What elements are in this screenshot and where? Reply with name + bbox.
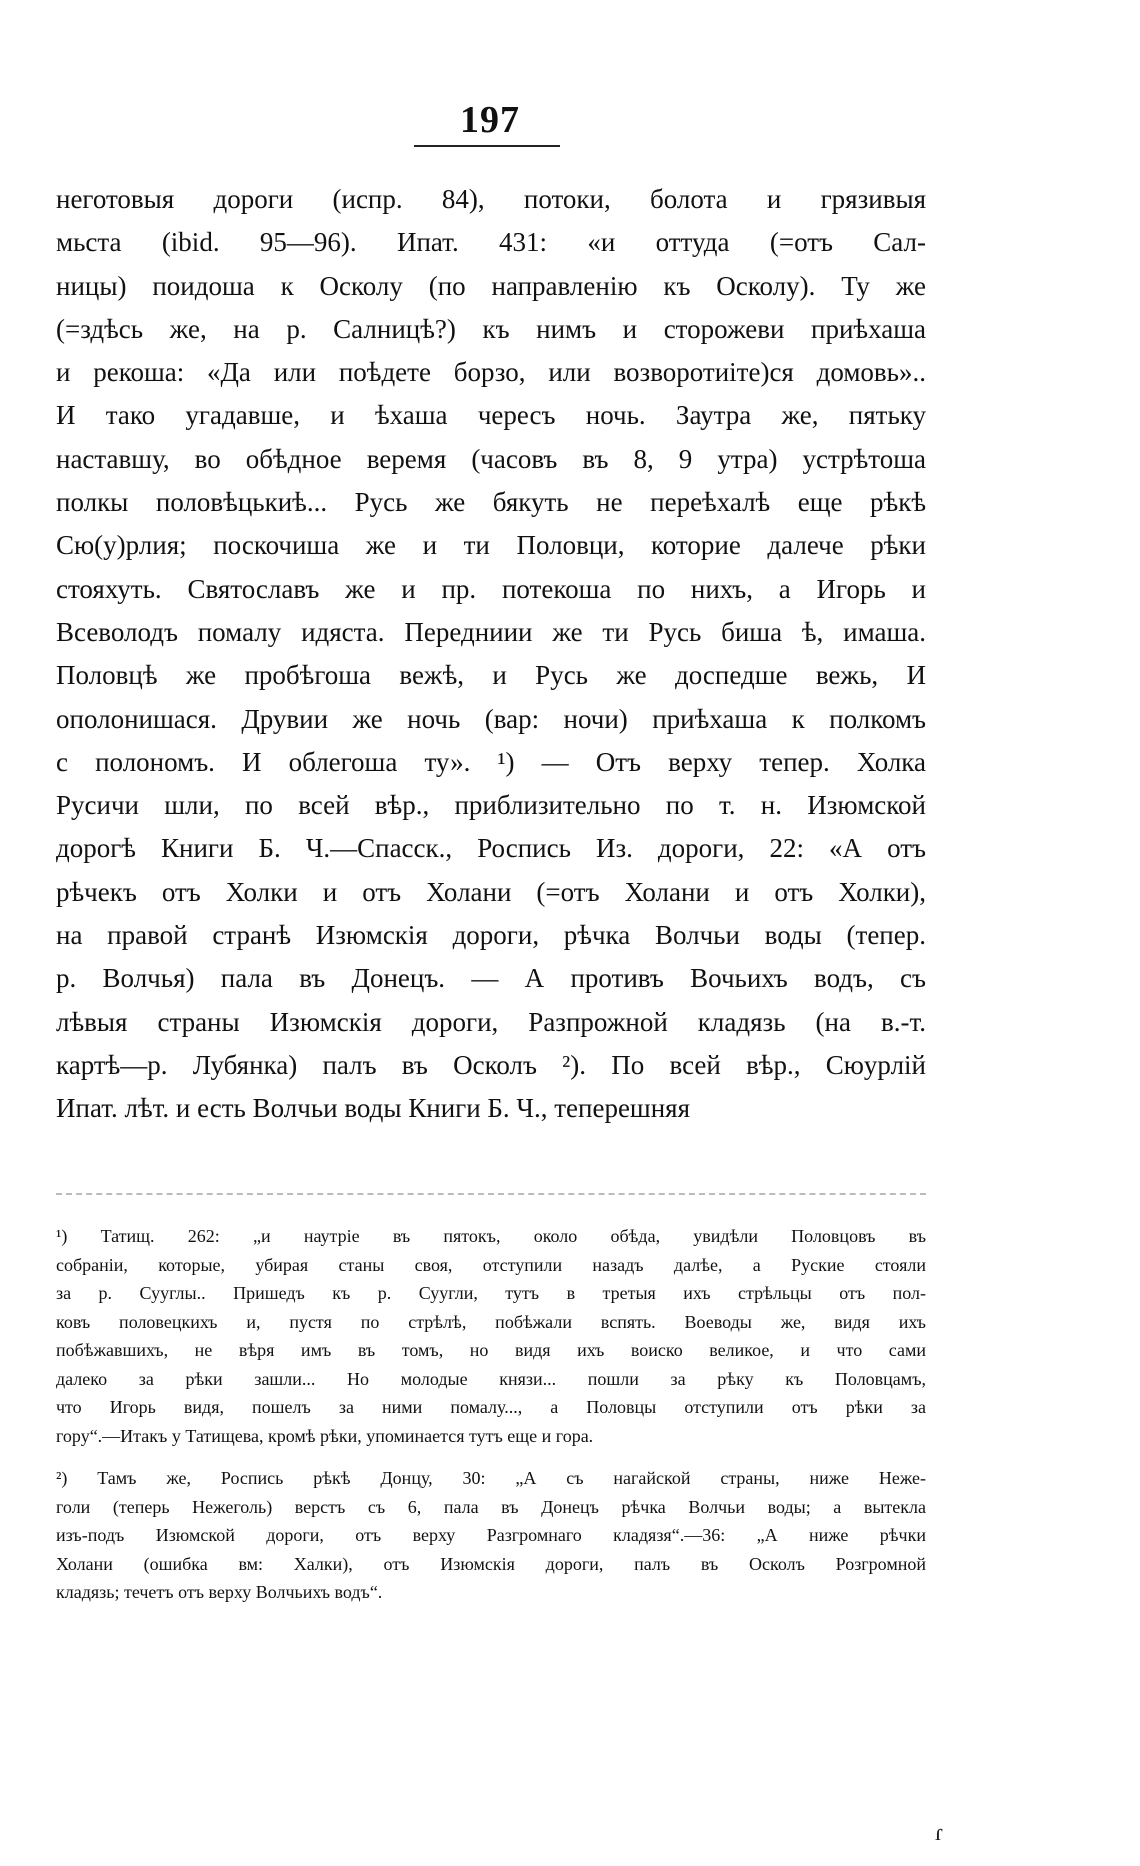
main-text-line: стояхуть. Святославъ же и пр. потекоша по нихъ, а Игорь и (56, 573, 926, 604)
main-text-line: Всеволодъ помалу идяста. Передниии же ти Русь биша ѣ, имаша. (56, 616, 926, 647)
footnote-line: за р. Сууглы.. Пришедъ къ р. Суугли, тутъ в третыя ихъ стрѣльцы отъ пол- (56, 1283, 926, 1303)
main-text-line: И тако угадавше, и ѣхаша чересъ ночь. Заутра же, пятьку (56, 400, 926, 431)
main-text-line: Сю(у)рлия; поскочиша же и ти Половци, которие далече рѣки (56, 530, 926, 561)
footnote-line: изъ-подъ Изюмской дороги, отъ верху Разгромнаго кладязя“.—36: „А ниже рѣчки (56, 1525, 926, 1545)
main-text-line: лѣвыя страны Изюмскія дороги, Разпрожной кладязь (на в.-т. (56, 1006, 926, 1037)
main-text-line: р. Волчья) пала въ Донецъ. — А противъ Вочьихъ водъ, съ (56, 963, 926, 994)
footnote-line: гору“.—Итакъ у Татищева, кромѣ рѣки, упоминается тутъ еще и гора. (56, 1425, 594, 1446)
main-text-line: рѣчекъ отъ Холки и отъ Холани (=отъ Холани и отъ Холки), (56, 876, 926, 907)
main-text-line: полкы половѣцькиѣ... Русь же бякуть не переѣхалѣ еще рѣкѣ (56, 487, 926, 518)
footnote-2 (56, 1464, 926, 1607)
footnote-line: далеко за рѣки зашли... Но молодые князи... пошли за рѣку къ Половцамъ, (56, 1368, 926, 1389)
main-text-line: наставшу, во обѣдное веремя (часовъ въ 8, 9 утра) устрѣтоша (56, 443, 926, 474)
main-text-line: Половцѣ же пробѣгоша вежѣ, и Русь же доспедше вежь, И (56, 660, 926, 691)
footnote-gap (56, 1450, 926, 1464)
main-text-block (56, 178, 926, 1131)
page-number-underline (414, 145, 560, 147)
printing-speck: ɾ (935, 1820, 943, 1846)
main-text-line: мьста (ibid. 95—96). Ипат. 431: «и оттуда (=отъ Сал- (56, 227, 926, 258)
main-text-line: неготовыя дороги (испр. 84), потоки, болота и грязивыя (56, 184, 926, 214)
main-text-line: ополонишася. Друвии же ночь (вар: ночи) приѣхаша к полкомъ (56, 703, 926, 734)
main-text-line: картѣ—р. Лубянка) палъ въ Осколъ ²). По всей вѣр., Сюурлій (56, 1049, 926, 1080)
main-text-line: Русичи шли, по всей вѣр., приблизительно по т. н. Изюмской (56, 790, 926, 821)
footnote-line: голи (теперь Нежеголь) верстъ съ 6, пала въ Донецъ рѣчка Волчьи воды; а вытекла (56, 1496, 926, 1517)
main-text-line: на правой странѣ Изюмскія дороги, рѣчка Волчьи воды (тепер. (56, 920, 926, 951)
footnote-line: ²) Тамъ же, Роспись рѣкѣ Донцу, 30: „А съ нагайской страны, ниже Неже- (56, 1468, 926, 1488)
main-text-line: с полономъ. И облегоша ту». ¹) — Отъ верху тепер. Холка (56, 746, 926, 777)
footnote-line: побѣжавшихъ, не вѣря имъ въ томъ, но видя ихъ воиско великое, и что сами (56, 1340, 926, 1360)
footnote-1 (56, 1222, 926, 1450)
footnote-line: ковъ половецкихъ и, пустя по стрѣлѣ, побѣжали вспять. Воеводы же, видя ихъ (56, 1311, 926, 1332)
footnote-line: собраніи, которые, убирая станы своя, отступили назадъ далѣе, а Руские стояли (56, 1254, 926, 1275)
page-number: 197 (460, 99, 520, 141)
footnote-line: что Игорь видя, пошелъ за ними помалу..., а Половцы отступили отъ рѣки за (56, 1397, 926, 1417)
footnote-separator (56, 1193, 926, 1195)
footnotes-block (56, 1222, 926, 1607)
footnote-line: ¹) Татищ. 262: „и наутріе въ пятокъ, около обѣда, увидѣли Половцовъ въ (56, 1226, 926, 1246)
footnote-line: кладязь; течетъ отъ верху Волчьихъ водъ“. (56, 1582, 383, 1602)
main-text-line: Ипат. лѣт. и есть Волчьи воды Книги Б. Ч., теперешняя (56, 1093, 690, 1124)
main-text-line: ницы) поидоша к Осколу (по направленію къ Осколу). Ту же (56, 270, 926, 301)
main-text-line: и рекоша: «Да или поѣдете борзо, или возворотиіте)ся домовь».. (56, 357, 926, 388)
main-text-line: дорогѣ Книги Б. Ч.—Спасск., Роспись Из. дороги, 22: «А отъ (56, 833, 926, 864)
footnote-line: Холани (ошибка вм: Халки), отъ Изюмскія дороги, палъ въ Осколъ Розгромной (56, 1553, 926, 1574)
main-text-line: (=здѣсь же, на р. Салницѣ?) къ нимъ и сторожеви приѣхаша (56, 313, 926, 344)
